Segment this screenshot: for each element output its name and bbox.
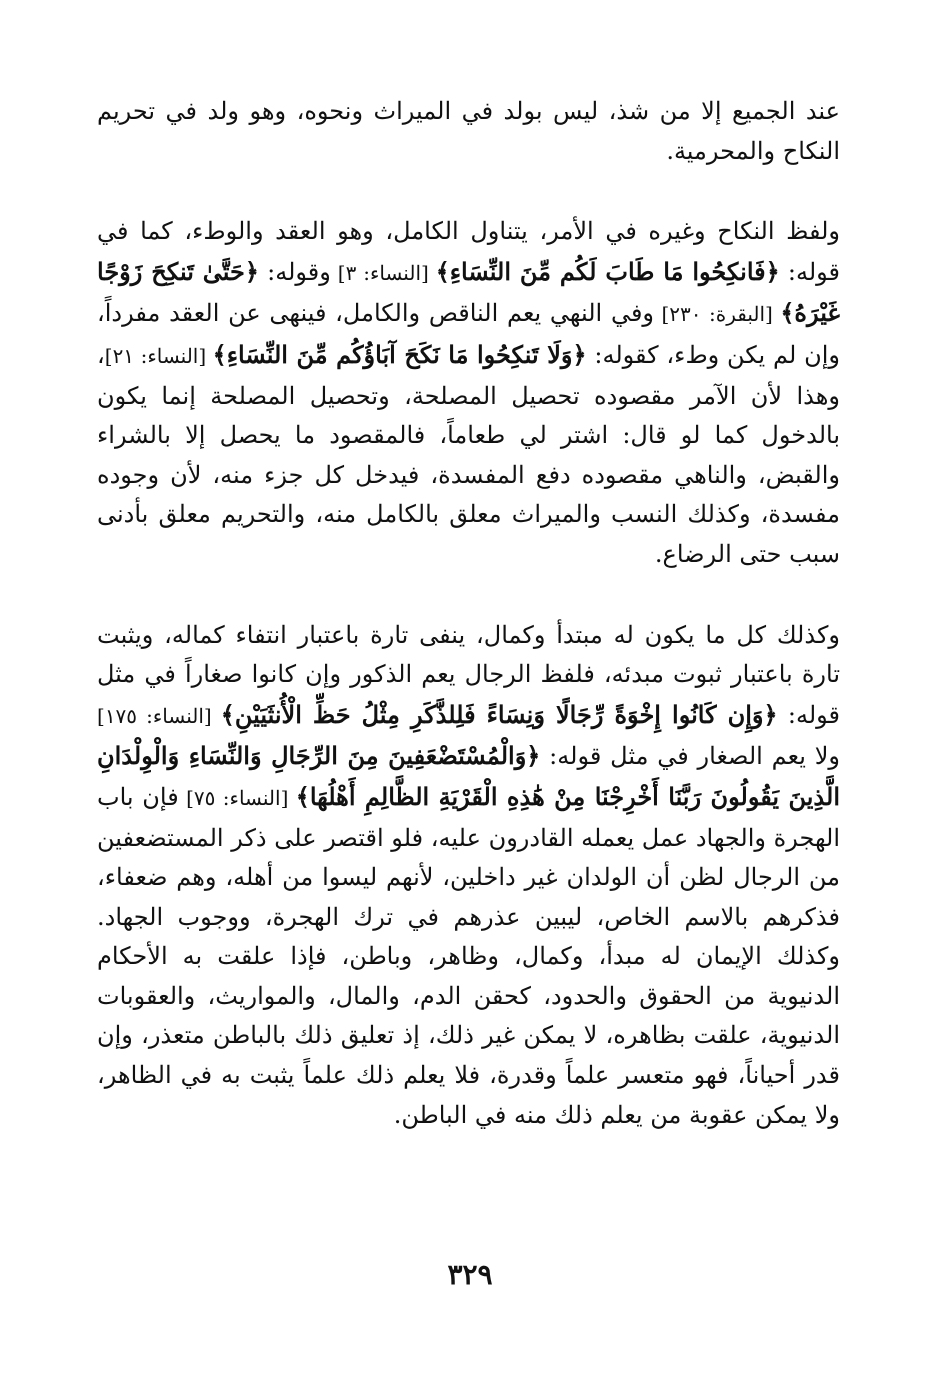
verse-reference: [النساء: ٣] — [330, 260, 436, 285]
quran-verse: ﴿وَإِن كَانُوا إِخْوَةً رِّجَالًا وَنِسَاءً فَلِلذَّكَرِ مِثْلُ حَظِّ الْأُنثَيَيْنِ﴾ — [220, 699, 778, 729]
quran-verse: ﴿فَانكِحُوا مَا طَابَ لَكُم مِّنَ النِّسَاءِ﴾ — [435, 256, 780, 286]
body-text-run: ولا يعم الصغار في مثل قوله: — [540, 742, 840, 771]
paragraph — [97, 92, 840, 171]
body-text-run: وقوله: — [258, 257, 331, 286]
verse-reference: [البقرة: ٢٣٠] — [654, 302, 781, 327]
body-text-run: عند الجميع إلا من شذ، ليس بولد في الميراث ونحوه، وهو ولد في تحريم النكاح والمحرمية. — [97, 97, 840, 165]
quran-verse: ﴿وَالْمُسْتَضْعَفِينَ مِنَ الرِّجَالِ وَالنِّسَاءِ وَالْوِلْدَانِ الَّذِينَ يَقُولُونَ رَبَّنَا أَخْرِجْنَا مِنْ هَٰذِهِ الْقَرْيَةِ الظَّالِمِ أَهْلُهَا﴾ — [97, 741, 840, 811]
body-text-run: وفي النهي يعم الناقص والكامل، فينهى عن العقد مفرداً، وإن لم يكن وطء، كقوله: — [97, 299, 840, 369]
quran-verse: ﴿وَلَا تَنكِحُوا مَا نَكَحَ آبَاؤُكُم مِّنَ النِّسَاءِ﴾ — [212, 339, 587, 369]
body-text-run: ، وهذا لأن الآمر مقصوده تحصيل المصلحة، وتحصيل المصلحة إنما يكون بالدخول كما لو قال: اشتر لي طعاماً، فالمقصود ما يحصل إلا بالشراء والقبض، والناهي مقصوده دفع المفسدة، فيدخل كل جزء منه، لأن وجوده مفسدة، وكذلك النسب والميراث معلق بالكامل منه، والتحريم معلق بأدنى سبب حتى الرضاع. — [97, 340, 840, 568]
verse-reference: [النساء: ٢١] — [104, 343, 213, 368]
verse-reference: [النساء: ١٧٥] — [97, 703, 221, 728]
paragraph — [97, 616, 840, 1136]
paragraph — [97, 212, 840, 574]
quran-verse: ﴿حَتَّىٰ تَنكِحَ زَوْجًا غَيْرَهُ﴾ — [97, 256, 840, 328]
body-text-run: وكذلك كل ما يكون له مبتدأ وكمال، ينفى تارة باعتبار انتفاء كماله، ويثبت تارة باعتبار ثبوت مبدئه، فلفظ الرجال يعم الذكور وإن كانوا صغاراً في مثل قوله: — [97, 620, 841, 729]
body-text — [97, 92, 840, 1135]
page-number: ٣٢٩ — [447, 1258, 493, 1291]
verse-reference: [النساء: ٧٥] — [178, 785, 296, 810]
body-text-run: فإن باب الهجرة والجهاد عمل يعمله القادرون عليه، فلو اقتصر على ذكر المستضعفين من الرجال لظن أن الولدان غير داخلين، لأنهم ليسوا من أهله، وهم ضعفاء، فذكرهم بالاسم الخاص، ليبين عذرهم في ترك الهجرة، ووجوب الجهاد. وكذلك الإيمان له مبدأ، وكمال، وظاهر، وباطن، فإذا علقت به الأحكام الدنيوية من الحقوق والحدود، كحقن الدم، والمال، والمواريث، والعقوبات الدنيوية، علقت بظاهره، لا يمكن غير ذلك، إذ تعليق ذلك بالباطن متعذر، وإن قدر أحياناً، فهو متعسر علماً وقدرة، فلا يعلم ذلك علماً يثبت به في الظاهر، ولا يمكن عقوبة من يعلم ذلك منه في الباطن. — [97, 782, 840, 1129]
body-text-run: ولفظ النكاح وغيره في الأمر، يتناول الكامل، وهو العقد والوطء، كما في قوله: — [97, 217, 841, 286]
